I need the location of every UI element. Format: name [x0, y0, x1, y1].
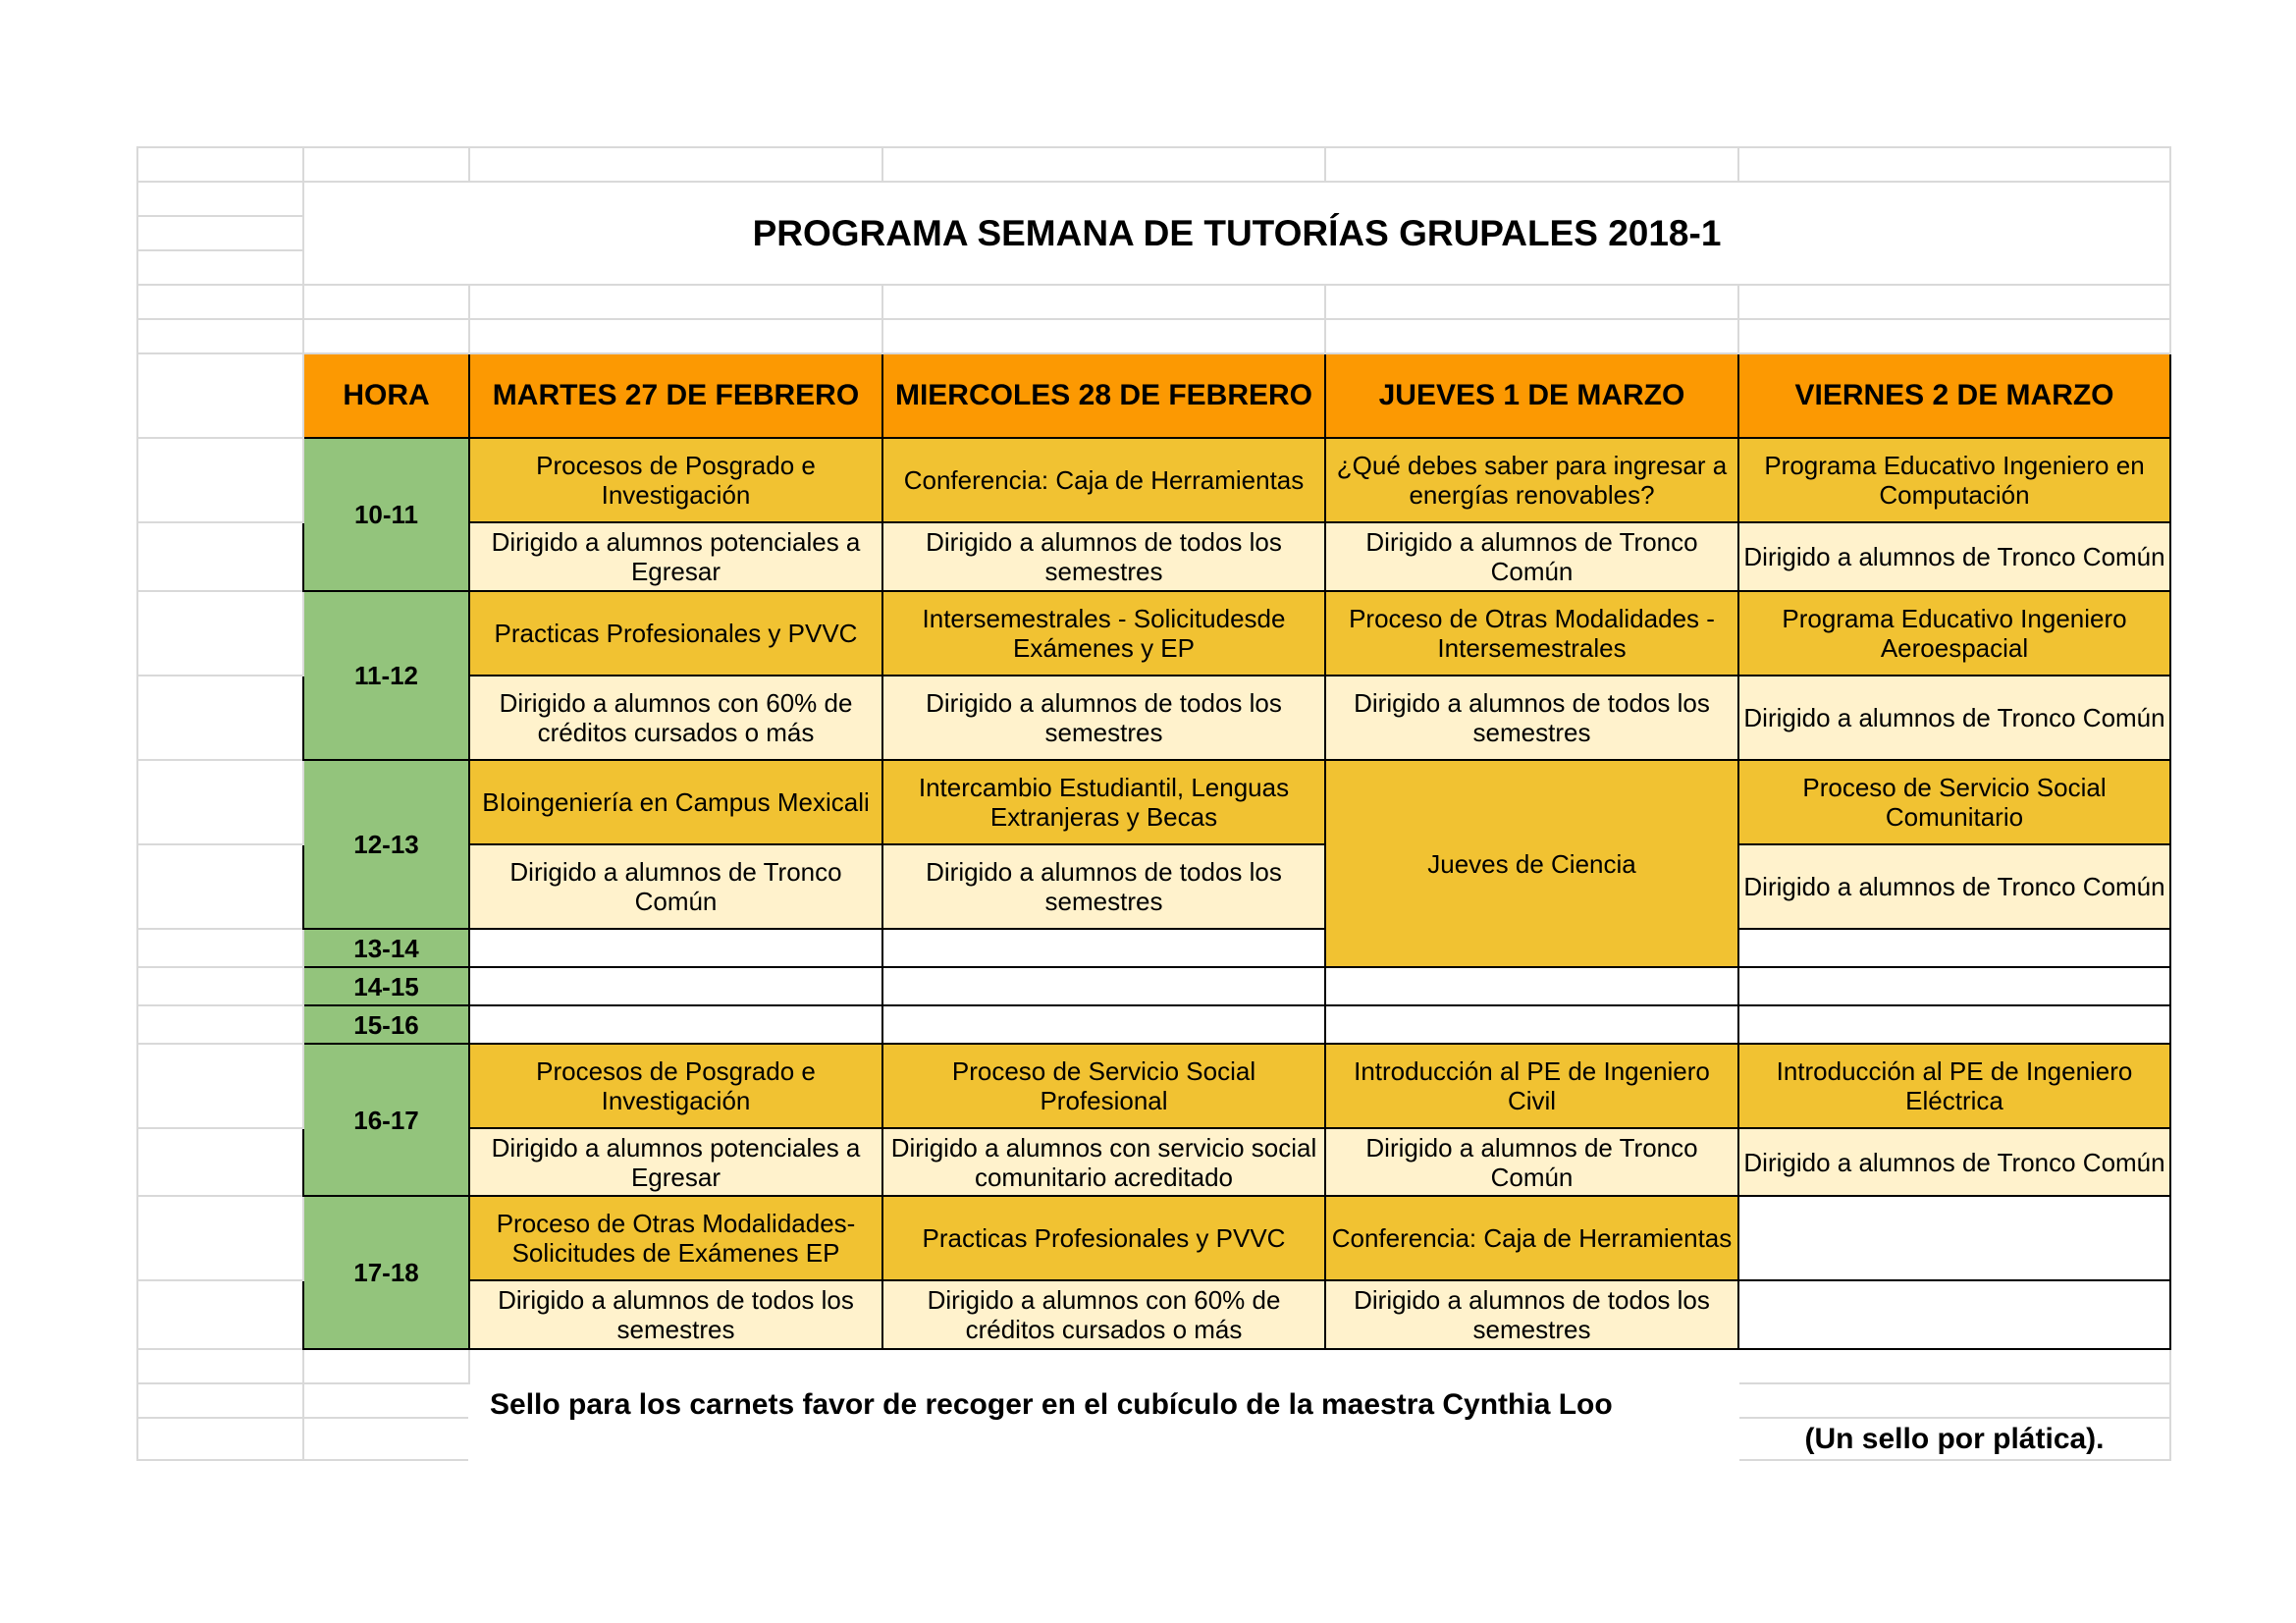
empty-cell[interactable]	[469, 319, 882, 353]
table-row	[137, 1044, 2170, 1128]
empty-cell[interactable]	[1325, 147, 1738, 182]
event-cell[interactable]: Proceso de Servicio Social Profesional	[882, 1044, 1325, 1128]
table-row	[137, 1196, 2170, 1280]
sheet-row	[137, 182, 2170, 216]
empty-cell[interactable]	[137, 1128, 303, 1196]
empty-cell[interactable]	[1325, 1005, 1738, 1044]
header-jueves[interactable]: JUEVES 1 DE MARZO	[1325, 353, 1738, 438]
footer-note-right: (Un sello por plática).	[1738, 1418, 2170, 1460]
sheet-row	[137, 319, 2170, 353]
event-cell[interactable]: Procesos de Posgrado e Investigación	[469, 1044, 882, 1128]
empty-cell[interactable]	[137, 1196, 303, 1280]
page-title: PROGRAMA SEMANA DE TUTORÍAS GRUPALES 2018-1	[303, 182, 2170, 285]
event-cell[interactable]: Proceso de Otras Modalidades- Solicitudes de Exámenes EP	[469, 1196, 882, 1280]
empty-cell[interactable]	[882, 929, 1325, 967]
table-row	[137, 760, 2170, 844]
event-cell-jueves-de-ciencia[interactable]: Jueves de Ciencia	[1325, 760, 1738, 967]
audience-cell[interactable]: Dirigido a alumnos de todos los semestres	[882, 522, 1325, 591]
event-cell[interactable]: Introducción al PE de Ingeniero Civil	[1325, 1044, 1738, 1128]
empty-cell[interactable]	[1738, 929, 2170, 967]
empty-cell[interactable]	[137, 676, 303, 760]
empty-cell[interactable]	[137, 760, 303, 844]
empty-cell[interactable]	[882, 1005, 1325, 1044]
table-row	[137, 929, 2170, 967]
empty-cell[interactable]	[1738, 1349, 2170, 1383]
empty-cell[interactable]	[137, 250, 303, 285]
empty-cell[interactable]	[303, 285, 469, 319]
audience-cell[interactable]: Dirigido a alumnos con 60% de créditos cursados o más	[882, 1280, 1325, 1349]
audience-cell[interactable]: Dirigido a alumnos de Tronco Común	[469, 844, 882, 929]
empty-cell[interactable]	[303, 1383, 469, 1418]
hour-cell[interactable]: 15-16	[303, 1005, 469, 1044]
audience-cell[interactable]: Dirigido a alumnos de todos los semestres	[1325, 1280, 1738, 1349]
audience-cell[interactable]: Dirigido a alumnos de Tronco Común	[1738, 676, 2170, 760]
empty-cell[interactable]	[469, 147, 882, 182]
empty-cell[interactable]	[137, 1044, 303, 1128]
event-cell[interactable]: Proceso de Servicio Social Comunitario	[1738, 760, 2170, 844]
header-hora[interactable]: HORA	[303, 353, 469, 438]
event-cell[interactable]: Conferencia: Caja de Herramientas	[1325, 1196, 1738, 1280]
event-cell[interactable]: BIoingeniería en Campus Mexicali	[469, 760, 882, 844]
empty-cell[interactable]	[882, 147, 1325, 182]
sheet-row	[137, 285, 2170, 319]
empty-cell[interactable]	[303, 1349, 469, 1383]
empty-cell[interactable]	[137, 1349, 303, 1383]
empty-cell[interactable]	[137, 1418, 303, 1460]
audience-cell[interactable]: Dirigido a alumnos de Tronco Común	[1738, 522, 2170, 591]
empty-cell[interactable]	[303, 147, 469, 182]
empty-cell[interactable]	[1738, 319, 2170, 353]
audience-cell[interactable]: Dirigido a alumnos de todos los semestres	[1325, 676, 1738, 760]
audience-cell[interactable]: Dirigido a alumnos de Tronco Común	[1738, 1128, 2170, 1196]
event-cell[interactable]: Proceso de Otras Modalidades - Intersemestrales	[1325, 591, 1738, 676]
empty-cell[interactable]	[882, 285, 1325, 319]
empty-cell[interactable]	[1738, 1005, 2170, 1044]
audience-cell[interactable]: Dirigido a alumnos de Tronco Común	[1325, 1128, 1738, 1196]
empty-cell[interactable]	[882, 967, 1325, 1005]
empty-cell[interactable]	[469, 285, 882, 319]
empty-cell[interactable]	[137, 438, 303, 522]
empty-cell[interactable]	[137, 147, 303, 182]
empty-cell[interactable]	[1738, 1196, 2170, 1280]
event-cell[interactable]: Introducción al PE de Ingeniero Eléctrica	[1738, 1044, 2170, 1128]
audience-cell[interactable]: Dirigido a alumnos de todos los semestres	[882, 676, 1325, 760]
empty-cell[interactable]	[1738, 1280, 2170, 1349]
empty-cell[interactable]	[882, 319, 1325, 353]
audience-cell[interactable]: Dirigido a alumnos de todos los semestres	[882, 844, 1325, 929]
empty-cell[interactable]	[1738, 285, 2170, 319]
header-miercoles[interactable]: MIERCOLES 28 DE FEBRERO	[882, 353, 1325, 438]
header-row	[137, 353, 2170, 438]
event-cell[interactable]: ¿Qué debes saber para ingresar a energías renovables?	[1325, 438, 1738, 522]
header-viernes[interactable]: VIERNES 2 DE MARZO	[1738, 353, 2170, 438]
empty-cell[interactable]	[1738, 147, 2170, 182]
empty-cell[interactable]	[303, 1418, 469, 1460]
empty-cell[interactable]	[137, 1280, 303, 1349]
empty-cell[interactable]	[1738, 1383, 2170, 1418]
empty-cell[interactable]	[469, 967, 882, 1005]
empty-cell[interactable]	[137, 522, 303, 591]
audience-cell[interactable]: Dirigido a alumnos con 60% de créditos cursados o más	[469, 676, 882, 760]
event-cell[interactable]: Intersemestrales - Solicitudesde Exámenes y EP	[882, 591, 1325, 676]
table-row	[137, 1005, 2170, 1044]
empty-cell[interactable]	[469, 929, 882, 967]
header-martes[interactable]: MARTES 27 DE FEBRERO	[469, 353, 882, 438]
empty-cell[interactable]	[1738, 967, 2170, 1005]
empty-cell[interactable]	[137, 319, 303, 353]
event-cell[interactable]: Intercambio Estudiantil, Lenguas Extranjeras y Becas	[882, 760, 1325, 844]
schedule-sheet	[136, 146, 2171, 1461]
empty-cell[interactable]	[137, 216, 303, 250]
table-row	[137, 967, 2170, 1005]
event-cell[interactable]: Practicas Profesionales y PVVC	[882, 1196, 1325, 1280]
footer-note: Sello para los carnets favor de recoger en el cubículo de la maestra Cynthia Loo	[469, 1349, 1738, 1460]
table-row	[137, 438, 2170, 522]
hour-cell[interactable]: 16-17	[303, 1044, 469, 1196]
audience-cell[interactable]: Dirigido a alumnos con servicio social comunitario acreditado	[882, 1128, 1325, 1196]
hour-cell[interactable]: 17-18	[303, 1196, 469, 1349]
event-cell[interactable]: Programa Educativo Ingeniero en Computación	[1738, 438, 2170, 522]
empty-cell[interactable]	[137, 844, 303, 929]
empty-cell[interactable]	[1325, 967, 1738, 1005]
hour-cell[interactable]: 13-14	[303, 929, 469, 967]
audience-cell[interactable]: Dirigido a alumnos de Tronco Común	[1325, 522, 1738, 591]
hour-cell[interactable]: 11-12	[303, 591, 469, 760]
event-cell[interactable]: Practicas Profesionales y PVVC	[469, 591, 882, 676]
audience-cell[interactable]: Dirigido a alumnos de Tronco Común	[1738, 844, 2170, 929]
hour-cell[interactable]: 14-15	[303, 967, 469, 1005]
empty-cell[interactable]	[137, 285, 303, 319]
event-cell[interactable]: Programa Educativo Ingeniero Aeroespacial	[1738, 591, 2170, 676]
audience-cell[interactable]: Dirigido a alumnos potenciales a Egresar	[469, 522, 882, 591]
empty-cell[interactable]	[137, 182, 303, 216]
empty-cell[interactable]	[469, 1005, 882, 1044]
audience-cell[interactable]: Dirigido a alumnos de todos los semestres	[469, 1280, 882, 1349]
empty-cell[interactable]	[137, 1383, 303, 1418]
audience-cell[interactable]: Dirigido a alumnos potenciales a Egresar	[469, 1128, 882, 1196]
empty-cell[interactable]	[137, 929, 303, 967]
empty-cell[interactable]	[1325, 319, 1738, 353]
empty-cell[interactable]	[1325, 285, 1738, 319]
empty-cell[interactable]	[137, 591, 303, 676]
sheet-row	[137, 147, 2170, 182]
event-cell[interactable]: Conferencia: Caja de Herramientas	[882, 438, 1325, 522]
empty-cell[interactable]	[303, 319, 469, 353]
hour-cell[interactable]: 12-13	[303, 760, 469, 929]
empty-cell[interactable]	[137, 353, 303, 438]
empty-cell[interactable]	[137, 967, 303, 1005]
sheet-row	[137, 1349, 2170, 1383]
hour-cell[interactable]: 10-11	[303, 438, 469, 591]
event-cell[interactable]: Procesos de Posgrado e Investigación	[469, 438, 882, 522]
empty-cell[interactable]	[137, 1005, 303, 1044]
table-row	[137, 591, 2170, 676]
